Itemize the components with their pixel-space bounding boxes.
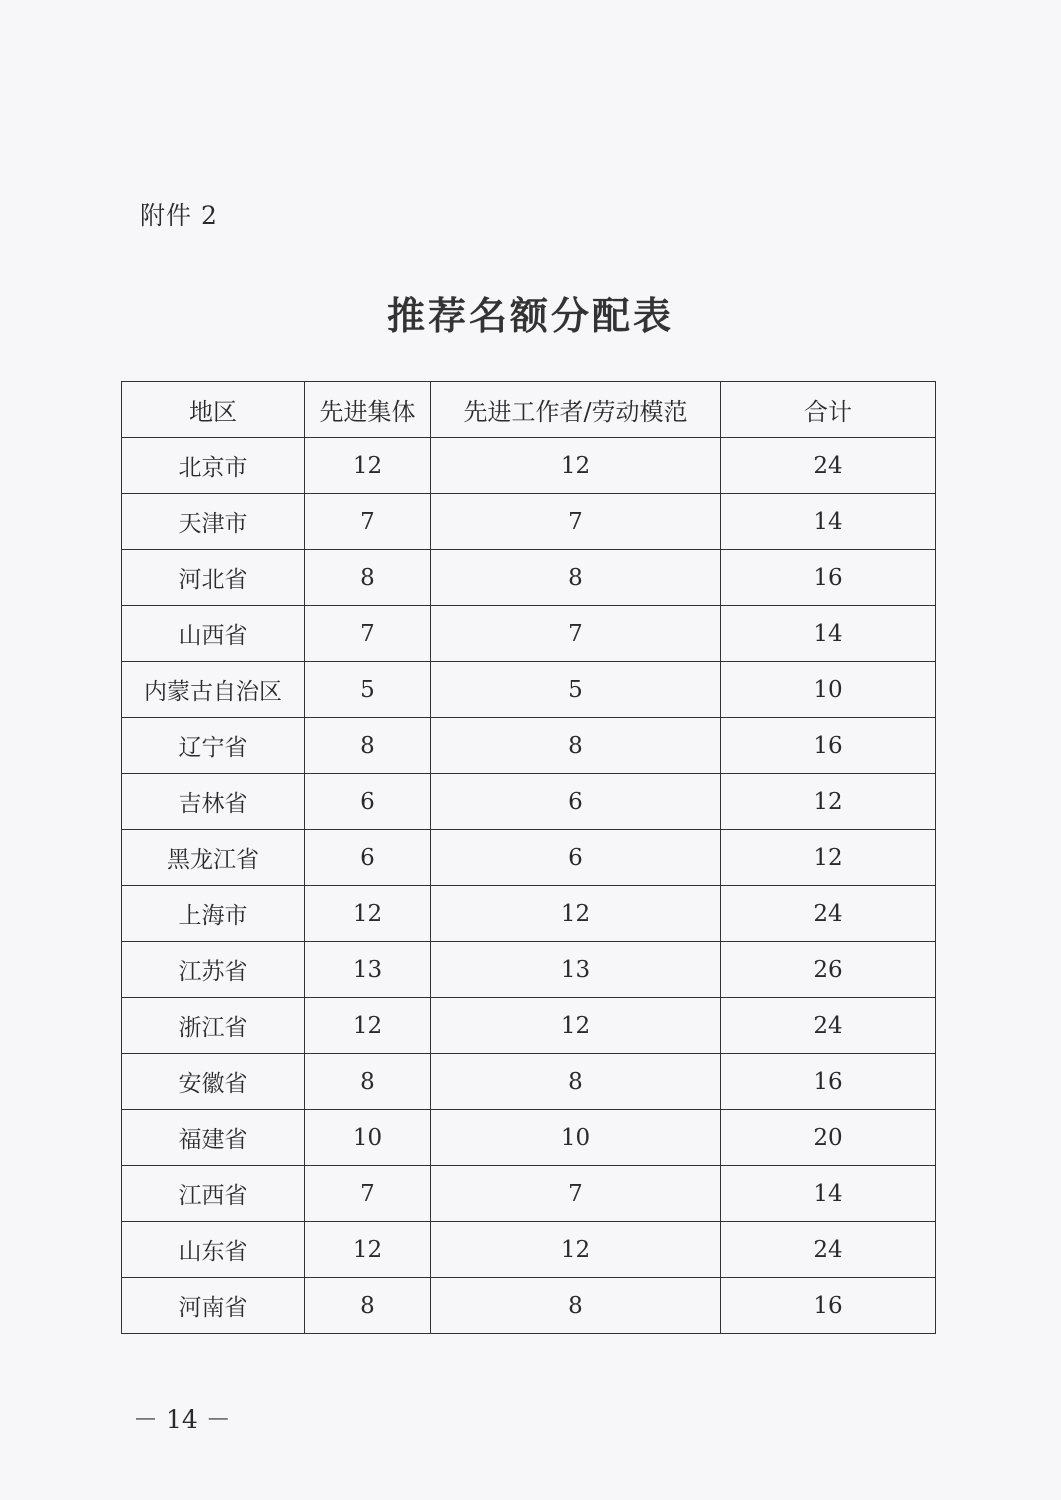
table-row: [122, 830, 936, 886]
cell-total: 26: [721, 942, 936, 998]
table-body: [122, 438, 936, 1334]
cell-region: 北京市: [122, 438, 305, 494]
cell-advanced-collective: 6: [305, 830, 431, 886]
cell-total: 16: [721, 550, 936, 606]
table-row: [122, 998, 936, 1054]
table-row: [122, 942, 936, 998]
cell-advanced-worker: 8: [431, 718, 721, 774]
cell-advanced-collective: 12: [305, 998, 431, 1054]
cell-advanced-collective: 13: [305, 942, 431, 998]
cell-total: 24: [721, 1222, 936, 1278]
cell-region: 山东省: [122, 1222, 305, 1278]
cell-total: 16: [721, 1054, 936, 1110]
cell-advanced-worker: 12: [431, 998, 721, 1054]
cell-region: 河南省: [122, 1278, 305, 1334]
header-advanced-collective: 先进集体: [305, 382, 431, 438]
table-row: [122, 1166, 936, 1222]
cell-region: 天津市: [122, 494, 305, 550]
attachment-label: 附件 2: [140, 201, 218, 230]
page-number: － 14 －: [133, 1405, 231, 1434]
cell-region: 黑龙江省: [122, 830, 305, 886]
table-row: [122, 662, 936, 718]
cell-advanced-worker: 8: [431, 1278, 721, 1334]
table-row: [122, 494, 936, 550]
cell-advanced-collective: 8: [305, 1278, 431, 1334]
cell-advanced-worker: 7: [431, 1166, 721, 1222]
cell-advanced-collective: 10: [305, 1110, 431, 1166]
cell-total: 14: [721, 1166, 936, 1222]
cell-advanced-worker: 12: [431, 1222, 721, 1278]
cell-region: 内蒙古自治区: [122, 662, 305, 718]
header-total: 合计: [721, 382, 936, 438]
cell-advanced-worker: 6: [431, 774, 721, 830]
table-row: [122, 550, 936, 606]
cell-advanced-collective: 12: [305, 1222, 431, 1278]
cell-region: 福建省: [122, 1110, 305, 1166]
quota-allocation-table: [121, 381, 936, 1334]
cell-advanced-collective: 8: [305, 1054, 431, 1110]
table-row: [122, 606, 936, 662]
cell-region: 河北省: [122, 550, 305, 606]
header-region: 地区: [122, 382, 305, 438]
table-row: [122, 774, 936, 830]
cell-advanced-worker: 7: [431, 494, 721, 550]
cell-total: 14: [721, 494, 936, 550]
cell-region: 江苏省: [122, 942, 305, 998]
cell-advanced-worker: 10: [431, 1110, 721, 1166]
cell-advanced-collective: 12: [305, 438, 431, 494]
table-row: [122, 1110, 936, 1166]
cell-advanced-collective: 5: [305, 662, 431, 718]
cell-total: 10: [721, 662, 936, 718]
cell-advanced-worker: 12: [431, 438, 721, 494]
document-title: 推荐名额分配表: [386, 294, 674, 338]
table-row: [122, 1054, 936, 1110]
table-row: [122, 1222, 936, 1278]
cell-advanced-collective: 7: [305, 1166, 431, 1222]
cell-advanced-worker: 5: [431, 662, 721, 718]
cell-region: 吉林省: [122, 774, 305, 830]
cell-region: 安徽省: [122, 1054, 305, 1110]
cell-advanced-collective: 6: [305, 774, 431, 830]
table-row: [122, 886, 936, 942]
cell-advanced-worker: 8: [431, 550, 721, 606]
cell-advanced-worker: 13: [431, 942, 721, 998]
cell-total: 16: [721, 718, 936, 774]
cell-advanced-collective: 7: [305, 494, 431, 550]
table-row: [122, 718, 936, 774]
cell-advanced-worker: 8: [431, 1054, 721, 1110]
table-row: [122, 438, 936, 494]
cell-region: 辽宁省: [122, 718, 305, 774]
cell-region: 浙江省: [122, 998, 305, 1054]
cell-total: 24: [721, 998, 936, 1054]
cell-advanced-collective: 7: [305, 606, 431, 662]
cell-total: 12: [721, 774, 936, 830]
table-row: [122, 1278, 936, 1334]
cell-region: 上海市: [122, 886, 305, 942]
cell-region: 江西省: [122, 1166, 305, 1222]
cell-total: 24: [721, 886, 936, 942]
cell-advanced-worker: 12: [431, 886, 721, 942]
cell-advanced-collective: 8: [305, 550, 431, 606]
cell-region: 山西省: [122, 606, 305, 662]
cell-total: 12: [721, 830, 936, 886]
table-header-row: [122, 382, 936, 438]
cell-advanced-worker: 7: [431, 606, 721, 662]
cell-advanced-worker: 6: [431, 830, 721, 886]
cell-total: 20: [721, 1110, 936, 1166]
header-advanced-worker: 先进工作者/劳动模范: [431, 382, 721, 438]
cell-advanced-collective: 8: [305, 718, 431, 774]
cell-advanced-collective: 12: [305, 886, 431, 942]
cell-total: 14: [721, 606, 936, 662]
cell-total: 16: [721, 1278, 936, 1334]
cell-total: 24: [721, 438, 936, 494]
